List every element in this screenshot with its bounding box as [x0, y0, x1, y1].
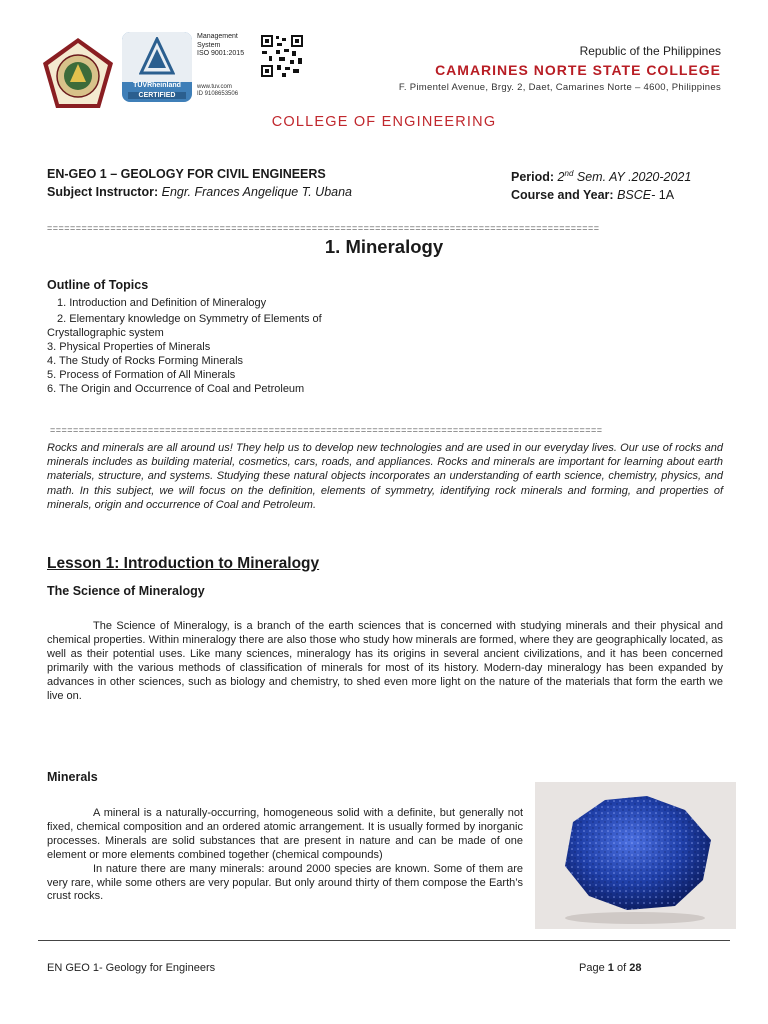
iso-line: System: [197, 41, 221, 49]
course-info-left: [47, 165, 352, 201]
science-heading: The Science of Mineralogy: [47, 584, 205, 598]
iso-line: ISO 9001:2015: [197, 50, 245, 58]
page-current: 1: [607, 962, 614, 974]
separator-line: ================================================================================================: [47, 223, 600, 233]
period-num: 2: [557, 170, 565, 185]
iso-text: [197, 33, 255, 59]
outline-heading: Outline of Topics: [47, 278, 149, 292]
minerals-paragraph-1: A mineral is a naturally-occurring, homogeneous solid with a definite, but generally not fixed, chemical composition and an ordered atomic arrangement. It is usually formed by inorganic processes. Minerals are solid substances that are present in nature and can be made of one element or more elements combined together (chemical compounds): [47, 807, 523, 861]
course-info-right: [511, 165, 691, 204]
school-address: F. Pimentel Avenue, Brgy. 2, Daet, Camarines Norte – 4600, Philippines: [398, 82, 721, 93]
course-section: 1A: [658, 188, 675, 203]
course-title: EN-GEO 1 – GEOLOGY FOR CIVIL ENGINEERS: [47, 167, 326, 181]
intro-paragraph: Rocks and minerals are all around us! They help us to develop new technologies and are used in our everyday lives. Our use of rocks and minerals includes as building material, cosmetics, cars, roads, and appliances. Rocks and minerals are important for learning about earth materials, structure, and systems. Studying these natural objects incorporates an understanding of earth science, chemistry, physics, and math. In this subject, we will focus on the definition, elements of symmetry, identifying rock minerals and forming, and properties of minerals, origin and occurrence of Coal and Petroleum.: [47, 442, 723, 511]
minerals-text: [47, 807, 523, 904]
minerals-heading: Minerals: [47, 770, 98, 784]
tuv-triangle-icon: [139, 37, 175, 77]
tuv-certification-badge: [122, 32, 192, 102]
outline-item: 4. The Study of Rocks Forming Minerals: [47, 355, 244, 367]
course-name: BSCE-: [617, 188, 656, 203]
period-label: Period:: [511, 170, 555, 185]
instructor-name: Engr. Frances Angelique T. Ubana: [161, 185, 353, 199]
page-title: 1. Mineralogy: [324, 236, 444, 257]
tuv-certified: CERTIFIED: [128, 92, 186, 99]
page-label: Page: [579, 962, 605, 974]
lesson-title: Lesson 1: Introduction to Mineralogy: [47, 555, 320, 572]
page-total: 28: [629, 962, 642, 974]
mineral-photo: [535, 782, 736, 929]
cert-id-line: ID 9108653506: [197, 91, 239, 97]
course-year-label: Course and Year:: [511, 188, 614, 203]
website-line: www.tuv.com: [197, 84, 232, 90]
separator-line: ================================================================================================: [50, 425, 603, 435]
school-name: CAMARINES NORTE STATE COLLEGE: [435, 62, 721, 78]
iso-line: Management: [197, 33, 238, 40]
outline-list: [47, 296, 417, 396]
outline-item: 1. Introduction and Definition of Mineralogy: [57, 297, 267, 309]
tuv-brand: TÜVRheinland: [133, 82, 181, 89]
footer-rule: [38, 940, 730, 941]
college-seal-logo: [40, 36, 116, 112]
outline-item: 6. The Origin and Occurrence of Coal and Petroleum: [47, 383, 305, 395]
republic-text: Republic of the Philippines: [579, 44, 721, 58]
instructor-label: Subject Instructor:: [47, 185, 159, 199]
footer-course: EN GEO 1- Geology for Engineers: [47, 962, 216, 974]
minerals-paragraph-2: In nature there are many minerals: around 2000 species are known. Some of them are very rare, while some others are very popular. But only around thirty of them compose the Earth’s crust rocks.: [47, 862, 523, 903]
page-of-label: of: [616, 962, 627, 974]
science-paragraph: The Science of Mineralogy, is a branch of the earth sciences that is concerned with studying minerals and their physical and chemical properties. Within mineralogy there are also those who study how minerals are formed, where they are geographically located, as well as their potential uses. Like many sciences, mineralogy has its origins in several ancient civilizations, and it has been concerned primarily with the various methods of classification of minerals for most of its history. Modern-day mineralogy has been expanded by advances in other sciences, such as biology and chemistry, to shed even more light on the nature of the materials that form the earth we live on.: [47, 620, 723, 702]
outline-item: Crystallographic system: [47, 327, 164, 339]
period-rest: Sem. AY .2020-2021: [576, 170, 692, 185]
college-name: COLLEGE OF ENGINEERING: [271, 114, 497, 130]
outline-item: 3. Physical Properties of Minerals: [47, 341, 211, 353]
outline-item: 5. Process of Formation of All Minerals: [47, 369, 236, 381]
website-text: [197, 84, 277, 98]
outline-item: 2. Elementary knowledge on Symmetry of Elements of: [57, 313, 322, 325]
qr-code-icon: [260, 34, 304, 78]
page-number: [579, 962, 641, 974]
period-sup: nd: [564, 169, 574, 178]
